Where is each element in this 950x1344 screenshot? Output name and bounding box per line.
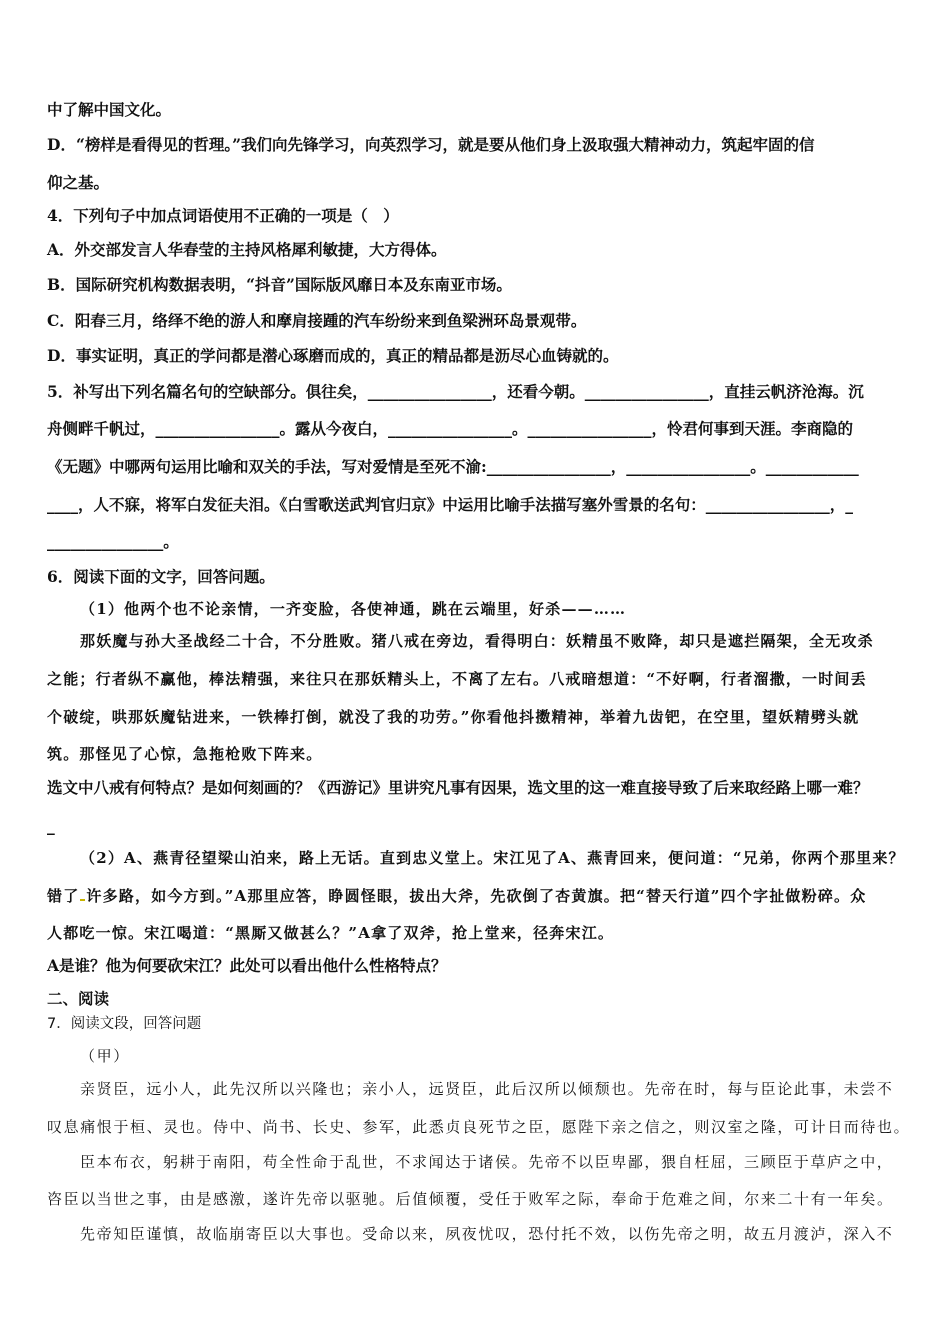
passage-2-heading: （2）A、燕青径望梁山泊来，路上无话。直到忠义堂上。宋江见了A、燕青回来，便问道：“兄弟，你两个那里来？ <box>80 849 905 867</box>
section-heading: 二、阅读 <box>47 989 110 1008</box>
text-line: 《无题》中哪两句运用比喻和双关的手法，写对爱情是至死不渝:________________，________________。____________ <box>47 457 859 476</box>
question-6-1-prompt: 选文中八戒有何特点？是如何刻画的？《西游记》里讲究凡事有因果，选文里的这一难直接导致了后来取经路上哪一难？ <box>47 778 869 797</box>
passage-line: 咨臣以当世之事，由是感激，遂许先帝以驱驰。后值倾覆，受任于败军之际，奉命于危难之间，尔来二十有一年矣。 <box>47 1190 894 1208</box>
text-fragment: 错了 <box>47 887 80 905</box>
question-7-title: 7．阅读文段，回答问题 <box>47 1016 202 1032</box>
passage-line: 那妖魔与孙大圣战经二十合，不分胜败。猪八戒在旁边，看得明白：妖精虽不败降，却只是遮拦隔架，全无攻杀 <box>80 632 874 650</box>
option-d-q4: D．事实证明，真正的学问都是潜心琢磨而成的，真正的精品都是沥尽心血铸就的。 <box>47 346 619 365</box>
question-5-title: 5．补写出下列名篇名句的空缺部分。俱往矣，________________，还看今朝。________________，直挂云帆济沧海。沉 <box>47 382 864 401</box>
passage-line: 叹息痛恨于桓、灵也。侍中、尚书、长史、参军，此悉贞良死节之臣，愿陛下亲之信之，则汉室之隆，可计日而待也。 <box>47 1118 911 1136</box>
passage-line <box>47 885 866 907</box>
option-a-q4: A．外交部发言人华春莹的主持风格犀利敏捷，大方得体。 <box>47 240 447 259</box>
option-b-q4: B．国际研究机构数据表明，“抖音”国际版风靡日本及东南亚市场。 <box>47 275 512 294</box>
text-fragment: 许多路，如今方到。”A那里应答，睁圆怪眼，拔出大斧，先砍倒了杏黄旗。把“替天行道”四个字扯做粉碎。众 <box>86 887 867 905</box>
question-6-title: 6．阅读下面的文字，回答问题。 <box>47 567 275 586</box>
passage-line: 筑。那怪见了心惊，急拖枪败下阵来。 <box>47 745 323 763</box>
answer-blank: _ <box>47 816 55 835</box>
passage-1-heading: （1）他两个也不论亲情，一齐变脸，各使神通，跳在云端里，好杀——…… <box>80 600 627 618</box>
passage-line: 亲贤臣，远小人，此先汉所以兴隆也；亲小人，远贤臣，此后汉所以倾颓也。先帝在时，每与臣论此事，未尝不 <box>80 1080 894 1098</box>
option-d-q3: D．“榜样是看得见的哲理。”我们向先锋学习，向英烈学习，就是要从他们身上汲取强大精神动力，筑起牢固的信 <box>47 135 815 154</box>
text-line: 舟侧畔千帆过，________________。露从今夜白，________________。________________，怜君何事到天涯。李商隐的 <box>47 419 854 438</box>
question-6-2-prompt: A是谁？他为何要砍宋江？此处可以看出他什么性格特点？ <box>47 956 447 975</box>
passage-line: 人都吃一惊。宋江喝道：“黑厮又做甚么？”A拿了双斧，抢上堂来，径奔宋江。 <box>47 924 615 942</box>
text-line: _______________。 <box>47 532 179 551</box>
text-line: 中了解中国文化。 <box>47 100 172 119</box>
passage-line: 之能；行者纵不赢他，棒法精强，来往只在那妖精头上，不离了左右。八戒暗想道：“不好啊，行者溜撒，一时间丢 <box>47 670 867 688</box>
edit-marker <box>80 899 85 901</box>
passage-line: 臣本布衣，躬耕于南阳，苟全性命于乱世，不求闻达于诸侯。先帝不以臣卑鄙，猥自枉屈，三顾臣于草庐之中， <box>80 1153 894 1171</box>
text-line: 仰之基。 <box>47 173 110 192</box>
question-4-title: 4．下列句子中加点词语使用不正确的一项是（ ） <box>47 206 399 225</box>
option-c-q4: C．阳春三月，络绎不绝的游人和摩肩接踵的汽车纷纷来到鱼梁洲环岛景观带。 <box>47 311 587 330</box>
text-line: ____，人不寐，将军白发征夫泪。《白雪歌送武判官归京》中运用比喻手法描写塞外雪景的名句：________________，_ <box>47 495 854 514</box>
excerpt-label: （甲） <box>80 1047 130 1065</box>
passage-line: 先帝知臣谨慎，故临崩寄臣以大事也。受命以来，夙夜忧叹，恐付托不效，以伤先帝之明，故五月渡泸，深入不 <box>80 1225 894 1243</box>
passage-line: 个破绽，哄那妖魔钻进来，一铁棒打倒，就没了我的功劳。”你看他抖擞精神，举着九齿钯，在空里，望妖精劈头就 <box>47 708 860 726</box>
